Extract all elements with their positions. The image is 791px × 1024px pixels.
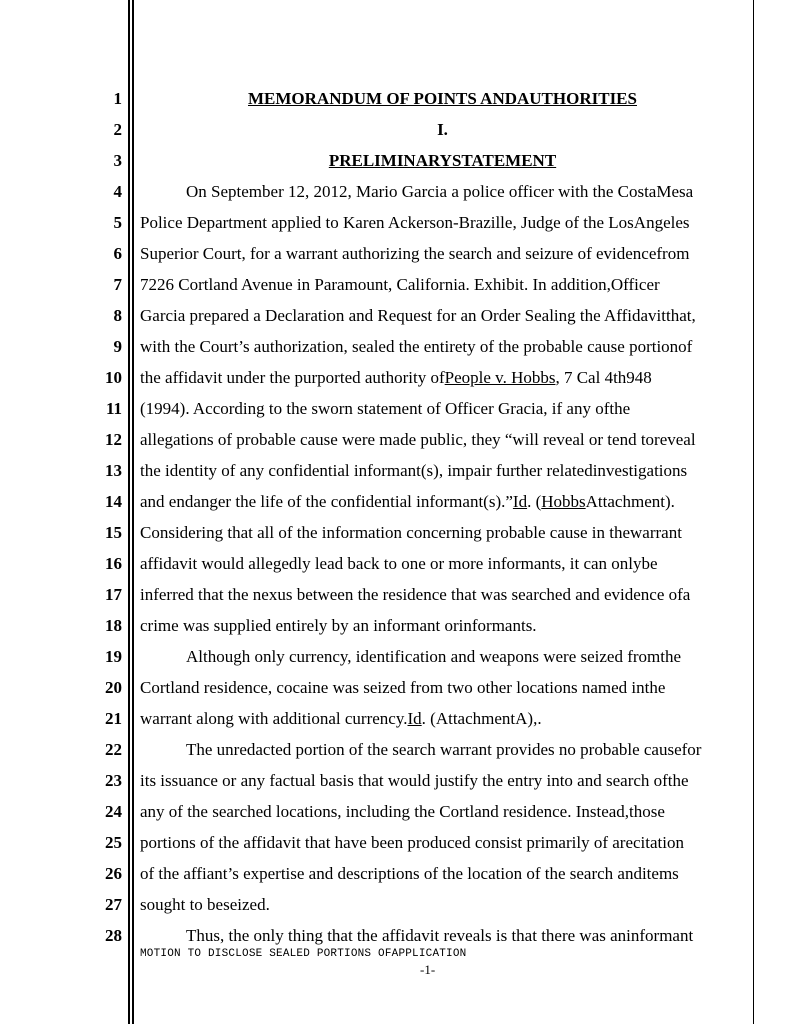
section-number: I. xyxy=(437,120,448,139)
line-number: 9 xyxy=(113,337,122,356)
text-run: , 7 Cal 4th948 xyxy=(555,368,652,387)
body-line: inferred that the nexus between the residence that was searched and evidence ofa xyxy=(140,585,691,604)
line-number: 17 xyxy=(105,585,122,604)
body-line: with the Court’s authorization, sealed the entirety of the probable cause portionof xyxy=(140,337,693,356)
line-number: 22 xyxy=(105,740,122,759)
body-line: allegations of probable cause were made public, they “will reveal or tend toreveal xyxy=(140,430,696,449)
body-line: Police Department applied to Karen Ackerson-Brazille, Judge of the LosAngeles xyxy=(140,213,690,232)
body-line: portions of the affidavit that have been produced consist primarily of arecitation xyxy=(140,833,684,852)
body-line: of the affiant’s expertise and descriptions of the location of the search anditems xyxy=(140,864,679,883)
page-number: -1- xyxy=(420,962,436,977)
line-number: 4 xyxy=(113,182,122,201)
margin-rule-left-outer xyxy=(128,0,130,1024)
line-number: 21 xyxy=(105,709,122,728)
text-run: warrant along with additional currency. xyxy=(140,709,408,728)
body-line: Thus, the only thing that the affidavit reveals is that there was aninformant xyxy=(186,926,694,945)
text-run: Attachment). xyxy=(585,492,675,511)
line-number: 6 xyxy=(113,244,122,263)
citation-hobbs: Hobbs xyxy=(541,492,586,511)
line-number: 24 xyxy=(105,802,122,821)
citation-id: Id xyxy=(512,492,528,511)
line-number: 3 xyxy=(113,151,122,170)
line-number: 27 xyxy=(105,895,122,914)
body-line: Although only currency, identification and weapons were seized fromthe xyxy=(186,647,682,666)
body-line: Garcia prepared a Declaration and Request for an Order Sealing the Affidavitthat, xyxy=(140,306,696,325)
line-number: 10 xyxy=(105,368,122,387)
body-line: (1994). According to the sworn statement of Officer Gracia, if any ofthe xyxy=(140,399,631,418)
text-run: . (AttachmentA),. xyxy=(421,709,542,728)
line-number: 13 xyxy=(105,461,122,480)
line-number: 23 xyxy=(105,771,122,790)
line-number: 25 xyxy=(105,833,122,852)
text-run: and endanger the life of the confidential informant(s).” xyxy=(140,492,513,511)
line-number: 14 xyxy=(105,492,122,511)
line-number: 18 xyxy=(105,616,122,635)
line-number: 2 xyxy=(113,120,122,139)
body-line: 7226 Cortland Avenue in Paramount, California. Exhibit. In addition,Officer xyxy=(140,275,660,294)
body-line: Superior Court, for a warrant authorizing the search and seizure of evidencefrom xyxy=(140,244,690,263)
body-line: On September 12, 2012, Mario Garcia a police officer with the CostaMesa xyxy=(186,182,694,201)
line-number: 5 xyxy=(113,213,122,232)
line-number: 15 xyxy=(105,523,122,542)
line-number: 8 xyxy=(113,306,122,325)
margin-rule-right xyxy=(753,0,754,1024)
case-citation: People v. Hobbs xyxy=(444,368,556,387)
citation-id: Id xyxy=(407,709,422,728)
body-line: its issuance or any factual basis that would justify the entry into and search ofthe xyxy=(140,771,689,790)
body-line: affidavit would allegedly lead back to one or more informants, it can onlybe xyxy=(140,554,658,573)
line-number: 20 xyxy=(105,678,122,697)
line-number: 19 xyxy=(105,647,122,666)
line-number: 11 xyxy=(105,399,122,418)
line-number: 28 xyxy=(105,926,122,945)
text-run: . ( xyxy=(527,492,542,511)
body-line: Considering that all of the information concerning probable cause in thewarrant xyxy=(140,523,682,542)
section-title: PRELIMINARYSTATEMENT xyxy=(328,151,557,170)
footer-caption: MOTION TO DISCLOSE SEALED PORTIONS OFAPPLICATION xyxy=(140,948,467,960)
line-number: 16 xyxy=(105,554,122,573)
body-line: any of the searched locations, including the Cortland residence. Instead,those xyxy=(140,802,665,821)
body-line: Cortland residence, cocaine was seized from two other locations named inthe xyxy=(140,678,666,697)
memo-title: MEMORANDUM OF POINTS ANDAUTHORITIES xyxy=(248,89,637,108)
margin-rule-left-inner xyxy=(132,0,134,1024)
line-number: 7 xyxy=(113,275,122,294)
text-run: the affidavit under the purported authority of xyxy=(140,368,445,387)
body-line: crime was supplied entirely by an informant orinformants. xyxy=(140,616,537,635)
body-line xyxy=(140,492,745,512)
line-number: 1 xyxy=(113,89,122,108)
body-line: the identity of any confidential informant(s), impair further relatedinvestigations xyxy=(140,461,688,480)
body-line xyxy=(140,709,745,729)
body-line: The unredacted portion of the search warrant provides no probable causefor xyxy=(186,740,702,759)
line-number: 26 xyxy=(105,864,122,883)
body-line: sought to beseized. xyxy=(140,895,270,914)
body-line xyxy=(140,368,745,388)
line-number: 12 xyxy=(105,430,122,449)
